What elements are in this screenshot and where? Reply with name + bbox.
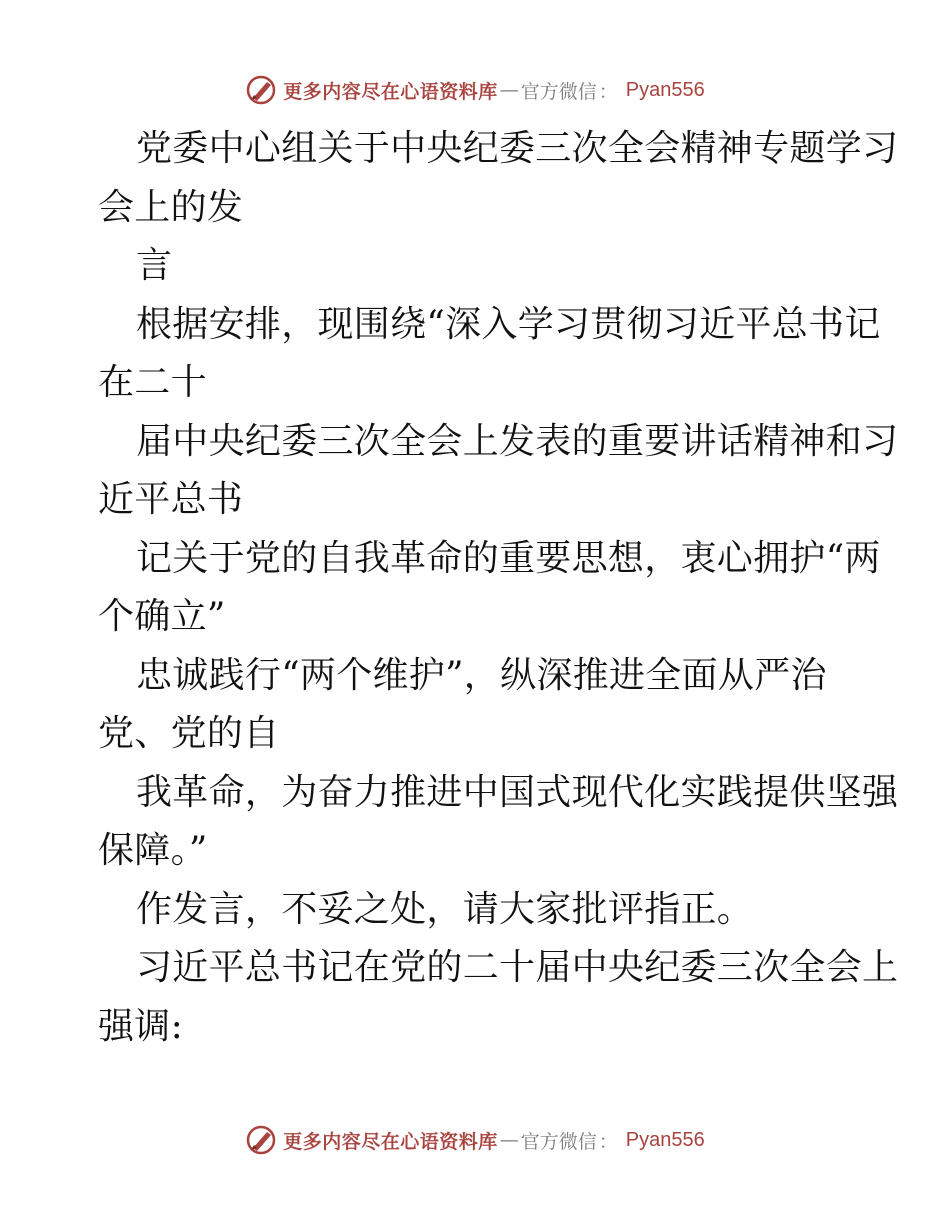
banner-wechat-label: 官方微信 xyxy=(520,1130,597,1153)
document-line: 党、党的自 xyxy=(98,713,280,754)
document-line: 强调: xyxy=(98,1005,184,1047)
document-line: 忠诚践行“两个维护”，纵深推进全面从严治 xyxy=(136,654,827,696)
document-line: 习近平总书记在党的二十届中央纪委三次全会上 xyxy=(136,947,899,988)
banner-dash: — xyxy=(499,1129,519,1151)
document-line: 个确立” xyxy=(98,596,226,637)
document-line: 作发言，不妥之处，请大家批评指正。 xyxy=(136,888,754,930)
document-body xyxy=(98,120,899,1056)
document-line: 记关于党的自我革命的重要思想，衷心拥护“两 xyxy=(136,537,881,579)
banner-account: Pyan556 xyxy=(625,1128,705,1151)
document-line: 会上的发 xyxy=(98,186,244,228)
document-line: 届中央纪委三次全会上发表的重要讲话精神和习 xyxy=(136,420,899,462)
banner-brand-text: 更多内容尽在心语资料库 xyxy=(283,80,498,103)
banner-separator: ： xyxy=(598,80,618,103)
document-line: 保障。” xyxy=(98,830,208,871)
pen-circle-logo-icon xyxy=(245,74,277,106)
footer-banner xyxy=(0,1120,950,1160)
document-line: 我革命，为奋力推进中国式现代化实践提供坚强 xyxy=(136,771,899,813)
document-line: 党委中心组关于中央纪委三次全会精神专题学习 xyxy=(136,128,899,169)
banner-brand-text: 更多内容尽在心语资料库 xyxy=(283,1130,498,1153)
banner-separator: ： xyxy=(598,1130,618,1153)
document-line: 近平总书 xyxy=(98,479,244,520)
banner-wechat-label: 官方微信 xyxy=(520,80,597,103)
document-line: 根据安排，现围绕“深入学习贯彻习近平总书记 xyxy=(136,303,881,345)
banner-dash: — xyxy=(499,79,519,101)
header-banner xyxy=(0,70,950,110)
banner-account: Pyan556 xyxy=(625,78,705,101)
pen-circle-logo-icon xyxy=(245,1124,277,1156)
document-line: 言 xyxy=(136,245,173,286)
document-line: 在二十 xyxy=(98,362,207,403)
